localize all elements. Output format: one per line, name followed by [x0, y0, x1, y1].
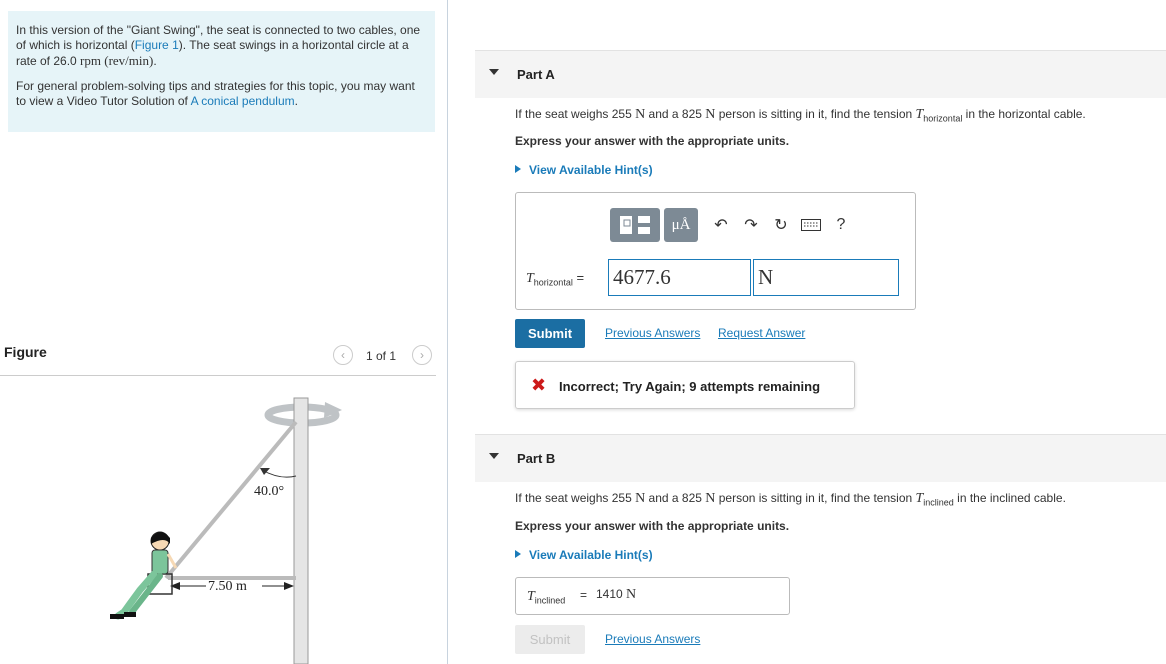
part-a-title: Part A: [517, 67, 555, 82]
figure-link[interactable]: Figure 1: [134, 38, 179, 52]
reset-icon[interactable]: ↻: [774, 217, 788, 234]
inclined-cable: [166, 422, 296, 578]
chevron-right-icon: ›: [420, 348, 424, 362]
part-a-header[interactable]: [475, 50, 1166, 98]
figure-title: Figure: [4, 344, 47, 360]
part-b-instruction: Express your answer with the appropriate units.: [515, 519, 790, 533]
part-a-hint-link[interactable]: View Available Hint(s): [515, 163, 653, 177]
error-x-icon: ✖: [531, 375, 547, 395]
part-a-request-answer-link[interactable]: Request Answer: [718, 326, 806, 340]
part-b-question: If the seat weighs 255 N and a 825 N person is sitting in it, find the tension $T_{inclined}$ in the inclined cable.: [515, 491, 1066, 508]
caret-down-icon: [489, 453, 499, 459]
problem-intro: [8, 11, 435, 132]
video-tutor-link[interactable]: A conical pendulum: [190, 94, 295, 108]
previous-figure-button[interactable]: [333, 345, 353, 365]
value-input[interactable]: 4677.6: [608, 259, 751, 296]
triangle-right-icon: [515, 165, 521, 173]
math-toolbar: [610, 208, 856, 242]
figure-pager: 1 of 1: [366, 349, 397, 363]
undo-icon[interactable]: ↶: [714, 217, 728, 234]
part-b-submit-button[interactable]: Submit: [515, 625, 585, 654]
part-b-hint-link[interactable]: View Available Hint(s): [515, 548, 653, 562]
feedback-message: Incorrect; Try Again; 9 attempts remaining: [559, 379, 821, 394]
triangle-right-icon: [515, 550, 521, 558]
giant-swing-figure: [0, 376, 440, 664]
redo-icon[interactable]: ↷: [744, 217, 758, 234]
intro-paragraph-2: For general problem-solving tips and strategies for this topic, you may want to view a Video Tutor Solution of A conical pendulum.: [16, 79, 415, 108]
part-b-title: Part B: [517, 451, 556, 466]
help-icon[interactable]: ?: [836, 216, 846, 233]
part-a-question: If the seat weighs 255 N and a 825 N person is sitting in it, find the tension $T_{horizontal}$ in the horizontal cable.: [515, 107, 1086, 124]
part-a-previous-answers-link[interactable]: Previous Answers: [605, 326, 701, 340]
figure-header: [0, 338, 436, 376]
part-a-instruction: Express your answer with the appropriate units.: [515, 134, 790, 148]
units-button[interactable]: μÅ: [664, 208, 698, 242]
answer-b-value: 1410 N: [596, 587, 637, 602]
caret-down-icon: [489, 69, 499, 75]
unit-input[interactable]: N: [753, 259, 899, 296]
problem-panel: [0, 0, 448, 664]
templates-button[interactable]: [610, 208, 660, 242]
intro-paragraph-1: In this version of the "Giant Swing", the seat is connected to two cables, one of which is horizontal (Figure 1). The seat swings in a horizontal circle at a rate of 26.0 rpm (rev/min).: [16, 23, 421, 68]
answer-b-symbol: $T_{inclined}$: [527, 589, 566, 606]
part-a-submit-button[interactable]: Submit: [515, 319, 585, 348]
part-b-header[interactable]: [475, 434, 1166, 482]
angle-label: 40.0°: [254, 484, 285, 499]
part-b-previous-answers-link[interactable]: Previous Answers: [605, 632, 701, 646]
templates-icon: [610, 208, 660, 242]
next-figure-button[interactable]: [412, 345, 432, 365]
part-b-answer-box: $T_{inclined}$ = 1410 N: [515, 577, 790, 615]
answer-symbol: $T_{horizontal}$ =: [526, 270, 585, 288]
distance-label: 7.50 m: [208, 579, 247, 594]
chevron-left-icon: ‹: [341, 348, 345, 362]
feedback-box: [515, 361, 855, 409]
keyboard-icon[interactable]: [796, 208, 826, 242]
